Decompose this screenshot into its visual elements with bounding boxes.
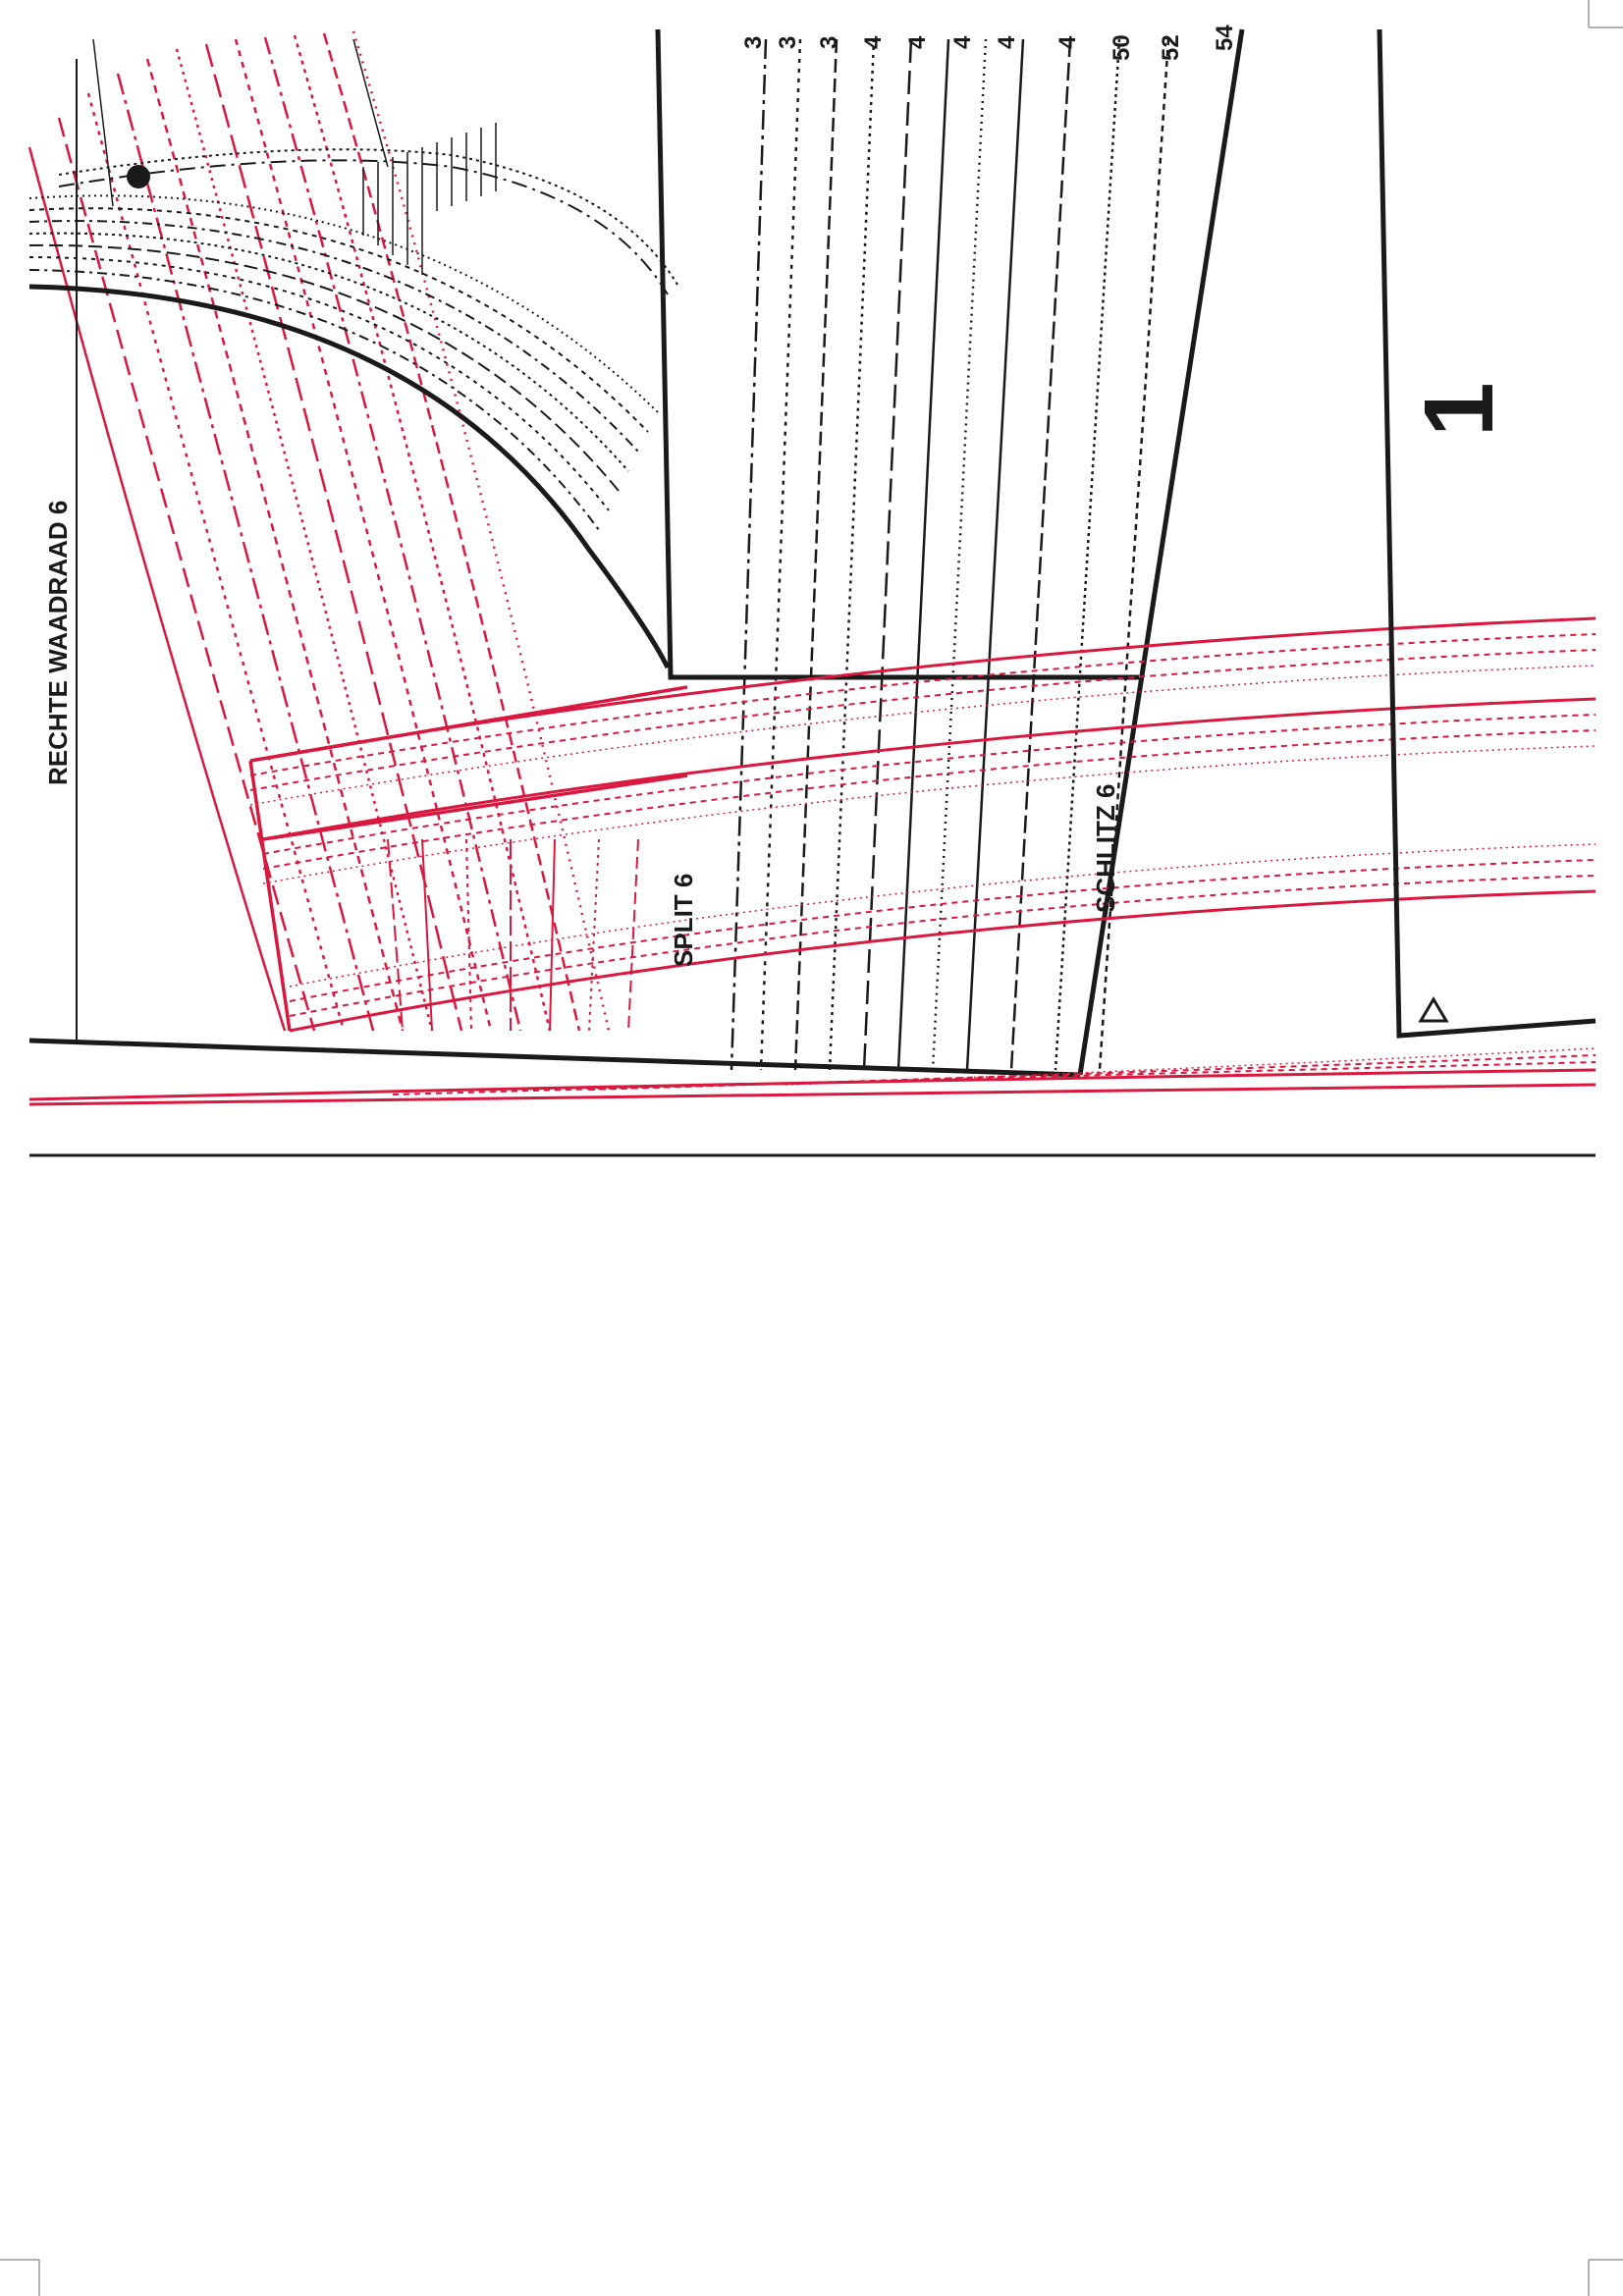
size-label: 4 [1055,35,1081,49]
triangle-notch-icon [1421,999,1446,1021]
size-label: 54 [1212,25,1238,51]
right-piece-outline [1380,29,1596,1036]
left-slit-label: SPLIT 6 [669,873,698,967]
slit-verticals [388,839,638,1031]
shoulder-ticks [93,39,496,275]
size-label: 4 [904,35,931,49]
size-label-group [740,25,1238,61]
size-label: 4 [994,35,1020,49]
piece-number: 1 [1404,382,1514,437]
size-label: 52 [1158,34,1184,61]
grain-label: RECHTE WAADRAAD 6 [43,500,73,785]
size-label: 3 [816,35,842,49]
size-label: 50 [1109,34,1135,61]
size-label: 4 [949,35,976,49]
red-fan-lines [29,31,609,1031]
right-slit-label: SCHLITZ 6 [1091,783,1120,913]
size-label: 3 [740,35,767,49]
dot-marker [127,165,150,188]
pattern-outline [29,29,1242,1075]
armhole-curves [29,149,677,667]
size-label: 3 [775,35,801,49]
size-label: 4 [860,35,887,49]
